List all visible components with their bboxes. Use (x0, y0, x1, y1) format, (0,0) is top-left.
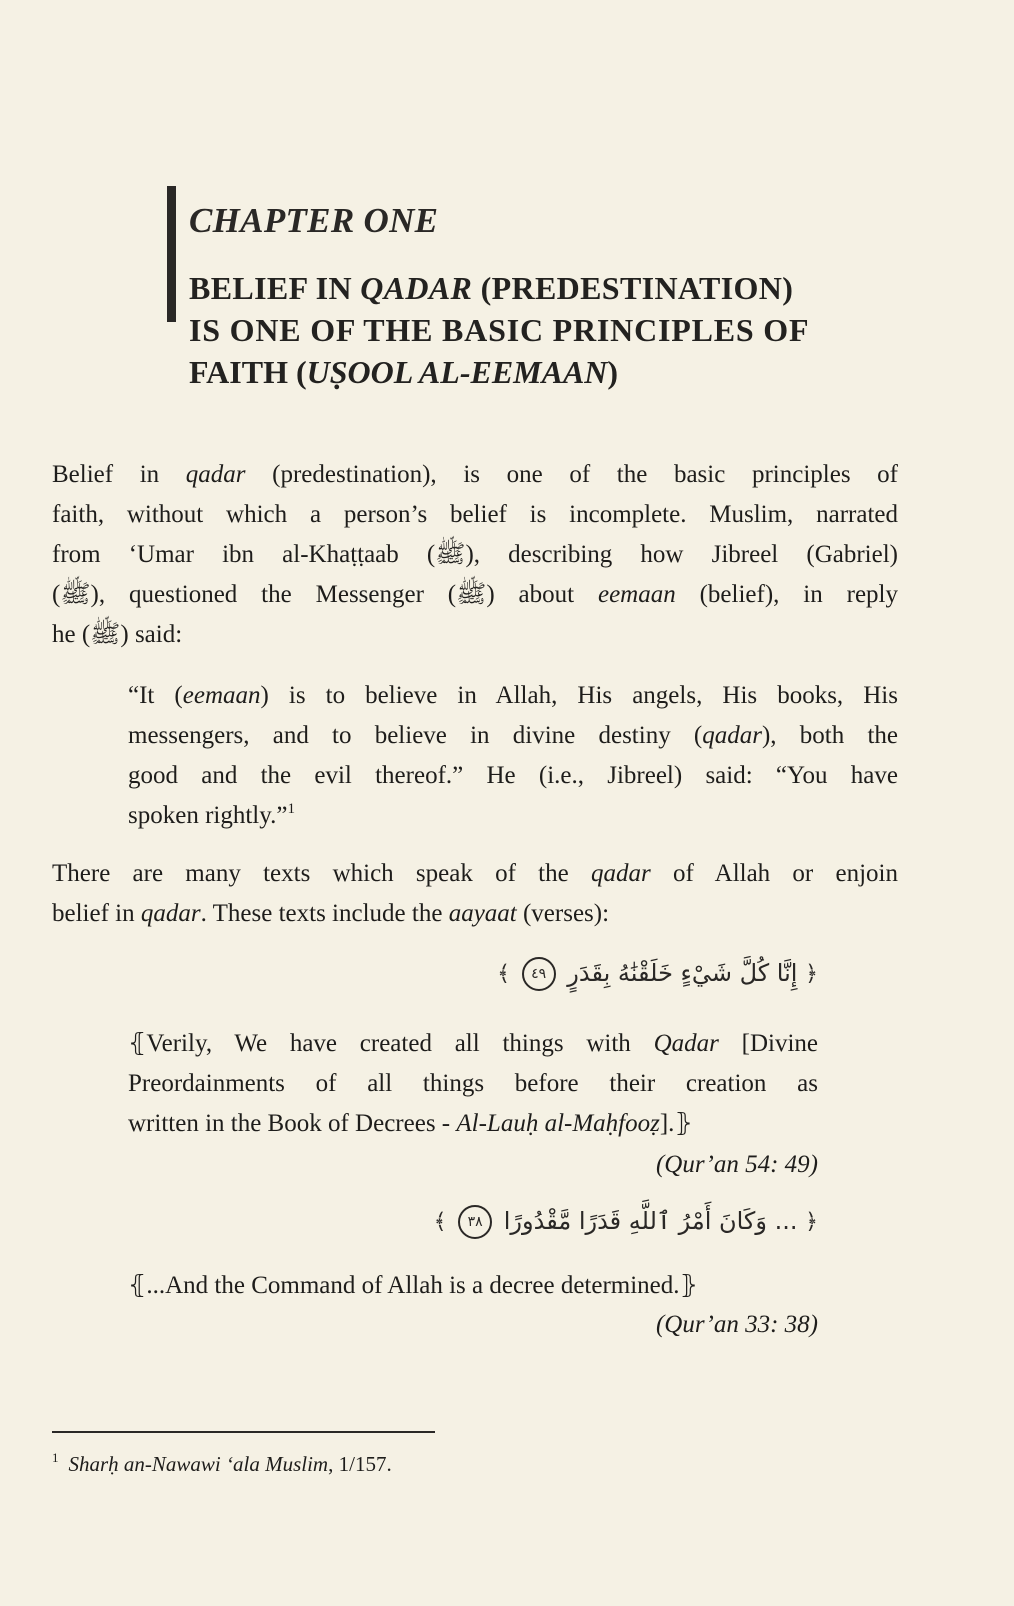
ornament-open-icon: ﴿ (805, 961, 818, 987)
footnote-source: Sharḥ an-Nawawi ‘ala Muslim (68, 1452, 329, 1476)
quote-line-1: “It (eemaan) is to believe in Allah, His angels, His books, His (128, 682, 898, 709)
chapter-label: CHAPTER ONE (189, 201, 439, 240)
texts-intro-line-2: belief in qadar. These texts include the aayaat (verses): (52, 900, 610, 927)
intro-line-4: (ﷺ), questioned the Messenger (ﷺ) about eemaan (belief), in reply (52, 581, 898, 608)
verse-2-arabic: ﴿ ... وَكَانَ أَمْرُ ٱللَّهِ قَدَرًا مَّقْدُورًا ٣٨ ﴾ (434, 1205, 818, 1239)
quote-line-4: spoken rightly.”$^1$ (128, 801, 295, 829)
verse-2-translation (128, 1266, 828, 1306)
footnote-reference: 1 (287, 801, 295, 817)
ayah-number-marker: ٤٩ (522, 957, 556, 991)
ornament-close-icon: ﴾ (497, 961, 510, 987)
texts-intro-paragraph (52, 854, 898, 934)
chapter-vertical-bar (167, 186, 176, 322)
chapter-title (189, 267, 919, 393)
ornament-close-icon: ﴾ (433, 1209, 447, 1235)
verse-1-line-2: Preordainments of all things before their creation as (128, 1070, 818, 1097)
intro-line-1: Belief in qadar (predestination), is one of the basic principles of (52, 461, 898, 488)
chapter-title-line-2: IS ONE OF THE BASIC PRINCIPLES OF (189, 312, 810, 348)
quote-line-2: messengers, and to believe in divine destiny (qadar), both the (128, 722, 898, 749)
verse-1-translation (128, 1024, 818, 1144)
ayah-number-marker: ٣٨ (458, 1205, 492, 1239)
ornament-open-icon: ﴿ (805, 1209, 818, 1235)
verse-2-reference: (Qur’an 33: 38) (655, 1311, 818, 1338)
intro-line-3: from ‘Umar ibn al-Khaṭṭaab (ﷺ), describing how Jibreel (Gabriel) (52, 541, 898, 568)
footnote-divider (52, 1431, 435, 1433)
quote-line-3: good and the evil thereof.” He (i.e., Jibreel) said: “You have (128, 762, 898, 789)
footnote (52, 1452, 392, 1477)
footnote-number: 1 (52, 1450, 59, 1465)
verse-1-arabic: ﴿ إِنَّا كُلَّ شَيْءٍ خَلَقْنَٰهُ بِقَدَرٍ ٤٩ ﴾ (497, 957, 818, 991)
footnote-location: , 1/157. (328, 1452, 392, 1476)
chapter-title-line-3: FAITH (UṢOOL AL-EEMAAN) (189, 354, 619, 390)
verse-2-line-1: ⦃...And the Command of Allah is a decree determined.⦄ (128, 1272, 698, 1299)
hadith-quote (128, 676, 898, 836)
intro-line-2: faith, without which a person’s belief is incomplete. Muslim, narrated (52, 501, 898, 528)
chapter-title-line-1: BELIEF IN QADAR (PREDESTINATION) (189, 270, 794, 306)
verse-1-reference: (Qur’an 54: 49) (655, 1151, 818, 1178)
intro-line-5: he (ﷺ) said: (52, 621, 183, 648)
texts-intro-line-1: There are many texts which speak of the qadar of Allah or enjoin (52, 860, 898, 887)
verse-1-line-3: written in the Book of Decrees - Al-Lauḥ al-Maḥfooẓ].⦄ (128, 1110, 693, 1137)
intro-paragraph (52, 455, 898, 655)
verse-1-line-1: ⦃Verily, We have created all things with Qadar [Divine (128, 1030, 818, 1057)
